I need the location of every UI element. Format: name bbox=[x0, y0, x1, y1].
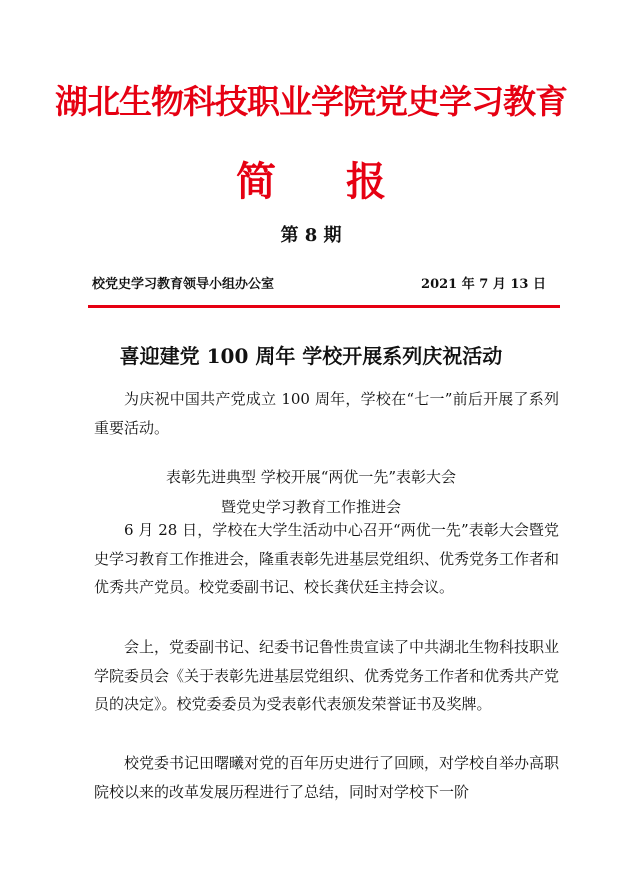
body-paragraph-3: 校党委书记田曙曦对党的百年历史进行了回顾，对学校自举办高职院校以来的改革发展历程进行了总结，同时对学校下一阶 bbox=[94, 754, 560, 801]
issue-number: 第 8 期 bbox=[280, 225, 342, 246]
body-paragraph-2: 会上，党委副书记、纪委书记鲁性贵宣读了中共湖北生物科技职业学院委员会《关于表彰先进基层党组织、优秀党务工作者和优秀共产党员的决定》。校党委委员为受表彰代表颁发荣誉证书及奖牌。 bbox=[94, 638, 560, 713]
masthead-title: 湖北生物科技职业学院党史学习教育 bbox=[55, 82, 567, 121]
issue-date: 2021 年 7 月 13 日 bbox=[421, 277, 546, 292]
section-heading-line2: 暨党史学习教育工作推进会 bbox=[220, 498, 401, 516]
body-paragraph-1: 6 月 28 日，学校在大学生活动中心召开“两优一先”表彰大会暨党史学习教育工作推进会，隆重表彰先进基层党组织、优秀党务工作者和优秀共产党员。校党委副书记、校长龚伏廷主持会议。 bbox=[94, 521, 560, 596]
article-headline: 喜迎建党 100 周年 学校开展系列庆祝活动 bbox=[119, 344, 503, 368]
section-heading-line1: 表彰先进典型 学校开展“两优一先”表彰大会 bbox=[165, 468, 457, 486]
issuing-office: 校党史学习教育领导小组办公室 bbox=[92, 277, 275, 292]
masthead-subtitle: 简报 bbox=[236, 158, 456, 205]
intro-paragraph: 为庆祝中国共产党成立 100 周年，学校在“七一”前后开展了系列重要活动。 bbox=[94, 390, 559, 437]
red-divider bbox=[88, 305, 560, 308]
